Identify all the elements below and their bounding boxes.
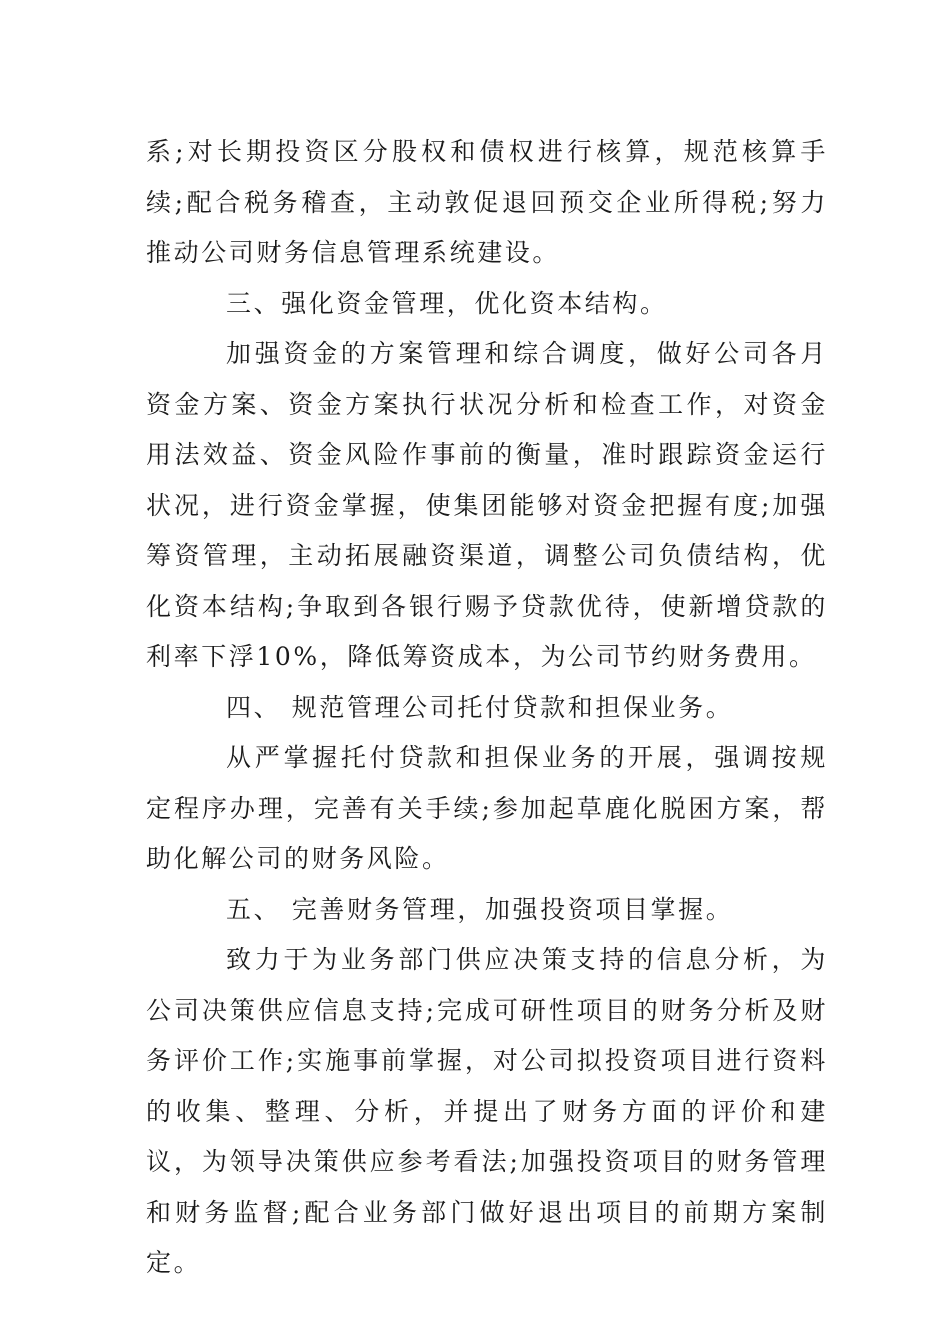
section-heading-3: 三、强化资金管理，优化资本结构。 bbox=[226, 288, 668, 318]
section-heading-5: 五、 完善财务管理，加强投资项目掌握。 bbox=[226, 894, 734, 924]
body-paragraph: 加强资金的方案管理和综合调度，做好公司各月资金方案、资金方案执行状况分析和检查工作，对资金用法效益、资金风险作事前的衡量，准时跟踪资金运行状况，进行资金掌握，使集团能够对资金把握有度;加强筹资管理，主动拓展融资渠道，调整公司负债结构，优化资本结构;争取到各银行赐予贷款优待，使新增贷款的利率下浮10%，降低筹资成本，为公司节约财务费用。 bbox=[146, 339, 828, 671]
body-paragraph: 从严掌握托付贷款和担保业务的开展，强调按规定程序办理，完善有关手续;参加起草鹿化脱困方案，帮助化解公司的财务风险。 bbox=[146, 743, 828, 873]
body-paragraph-continued: 系;对长期投资区分股权和债权进行核算，规范核算手续;配合税务稽查，主动敦促退回预交企业所得税;努力推动公司财务信息管理系统建设。 bbox=[146, 137, 828, 267]
section-heading-4: 四、 规范管理公司托付贷款和担保业务。 bbox=[226, 692, 734, 722]
body-paragraph: 致力于为业务部门供应决策支持的信息分析，为公司决策供应信息支持;完成可研性项目的财务分析及财务评价工作;实施事前掌握，对公司拟投资项目进行资料的收集、整理、分析，并提出了财务方面的评价和建议，为领导决策供应参考看法;加强投资项目的财务管理和财务监督;配合业务部门做好退出项目的前期方案制定。 bbox=[146, 945, 828, 1277]
document-page bbox=[146, 127, 828, 1289]
